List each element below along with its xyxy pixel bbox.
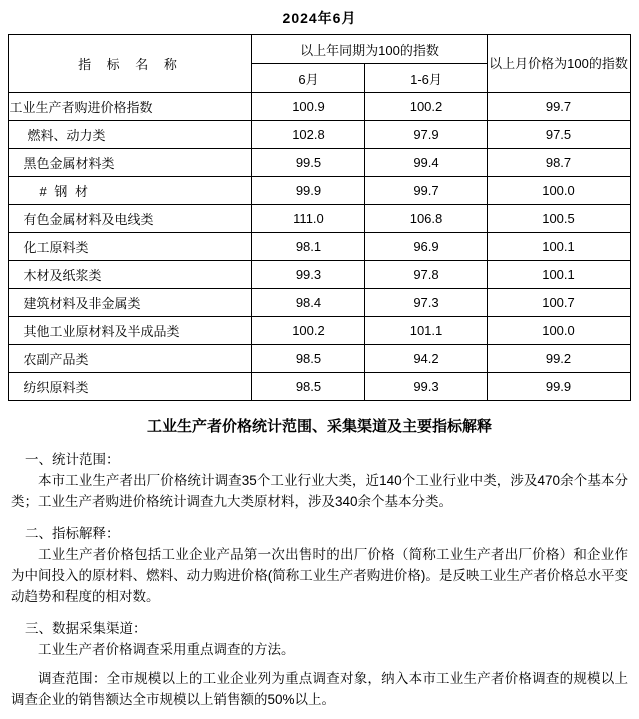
row-value-cumulative: 96.9: [365, 233, 487, 261]
row-value-cumulative: 100.2: [365, 93, 487, 121]
row-value-cumulative: 97.9: [365, 121, 487, 149]
row-label: 其他工业原材料及半成品类: [9, 317, 252, 345]
row-value-month: 102.8: [252, 121, 365, 149]
row-value-month: 98.5: [252, 345, 365, 373]
row-value-cumulative: 106.8: [365, 205, 487, 233]
row-label: 化工原料类: [9, 233, 252, 261]
note-heading-definitions: 二、指标解释：: [25, 526, 120, 541]
table-row: [9, 149, 630, 177]
row-value-last-month: 100.1: [487, 261, 630, 289]
table-row: [9, 205, 630, 233]
note-body-definitions: 工业生产者价格包括工业企业产品第一次出售时的出厂价格（简称工业生产者出厂价格）和企业作为中间投入的原材料、燃料、动力购进价格(简称工业生产者购进价格)。是反映工业生产者价格总水平变动趋势和程度的相对数。: [11, 547, 628, 604]
table-header-row-1: [9, 35, 630, 64]
row-value-cumulative: 101.1: [365, 317, 487, 345]
table-row: [9, 373, 630, 401]
table-body: [9, 93, 630, 401]
row-value-last-month: 98.7: [487, 149, 630, 177]
row-label: 黑色金属材料类: [9, 149, 252, 177]
row-value-cumulative: 97.3: [365, 289, 487, 317]
column-header-indicator-name: 指 标 名 称: [9, 35, 252, 93]
row-value-month: 98.1: [252, 233, 365, 261]
note-heading-collection: 三、数据采集渠道：: [25, 621, 147, 636]
row-label: 纺织原料类: [9, 373, 252, 401]
row-label: 有色金属材料及电线类: [9, 205, 252, 233]
row-value-last-month: 99.7: [487, 93, 630, 121]
note-body-scope: 本市工业生产者出厂价格统计调查35个工业行业大类，近140个工业行业中类，涉及470余个基本分类；工业生产者购进价格统计调查九大类原材料，涉及340余个基本分类。: [11, 473, 628, 509]
row-value-last-month: 100.1: [487, 233, 630, 261]
row-label: # 钢 材: [9, 177, 252, 205]
row-value-month: 100.9: [252, 93, 365, 121]
row-value-last-month: 99.9: [487, 373, 630, 401]
table-row: [9, 233, 630, 261]
table-row: [9, 289, 630, 317]
row-value-month: 98.4: [252, 289, 365, 317]
note-body-collection: 工业生产者价格调查采用重点调查的方法。: [38, 642, 295, 657]
row-label: 木材及纸浆类: [9, 261, 252, 289]
row-value-cumulative: 99.3: [365, 373, 487, 401]
row-value-cumulative: 99.7: [365, 177, 487, 205]
page-title: 2024年6月: [282, 10, 357, 26]
row-value-cumulative: 97.8: [365, 261, 487, 289]
row-value-month: 111.0: [252, 205, 365, 233]
row-value-month: 99.5: [252, 149, 365, 177]
explanatory-notes: [9, 401, 630, 718]
column-header-month: 6月: [252, 64, 365, 93]
row-value-month: 100.2: [252, 317, 365, 345]
row-value-month: 99.3: [252, 261, 365, 289]
notes-title: 工业生产者价格统计范围、采集渠道及主要指标解释: [146, 418, 492, 435]
note-body-survey-range: 调查范围：全市规模以上的工业企业列为重点调查对象，纳入本市工业生产者价格调查的规模以上调查企业的销售额达全市规模以上销售额的50%以上。: [11, 671, 628, 707]
table-row: [9, 93, 630, 121]
table-row: [9, 345, 630, 373]
row-value-month: 99.9: [252, 177, 365, 205]
table-row: [9, 121, 630, 149]
table-row: [9, 261, 630, 289]
row-value-last-month: 100.5: [487, 205, 630, 233]
row-value-month: 98.5: [252, 373, 365, 401]
row-value-last-month: 100.0: [487, 177, 630, 205]
table-row: [9, 177, 630, 205]
note-heading-scope: 一、统计范围：: [25, 452, 120, 467]
row-label: 农副产品类: [9, 345, 252, 373]
row-label: 燃料、动力类: [9, 121, 252, 149]
column-header-last-month: 以上月价格为100的指数: [487, 35, 630, 93]
table-row: [9, 317, 630, 345]
row-value-last-month: 100.7: [487, 289, 630, 317]
row-label: 建筑材料及非金属类: [9, 289, 252, 317]
row-value-last-month: 99.2: [487, 345, 630, 373]
row-value-cumulative: 99.4: [365, 149, 487, 177]
column-header-cumulative: 1-6月: [365, 64, 487, 93]
row-value-cumulative: 94.2: [365, 345, 487, 373]
column-header-yoy-group: 以上年同期为100的指数: [252, 35, 487, 64]
price-index-table: [8, 34, 630, 401]
row-label: 工业生产者购进价格指数: [9, 93, 252, 121]
row-value-last-month: 100.0: [487, 317, 630, 345]
row-value-last-month: 97.5: [487, 121, 630, 149]
